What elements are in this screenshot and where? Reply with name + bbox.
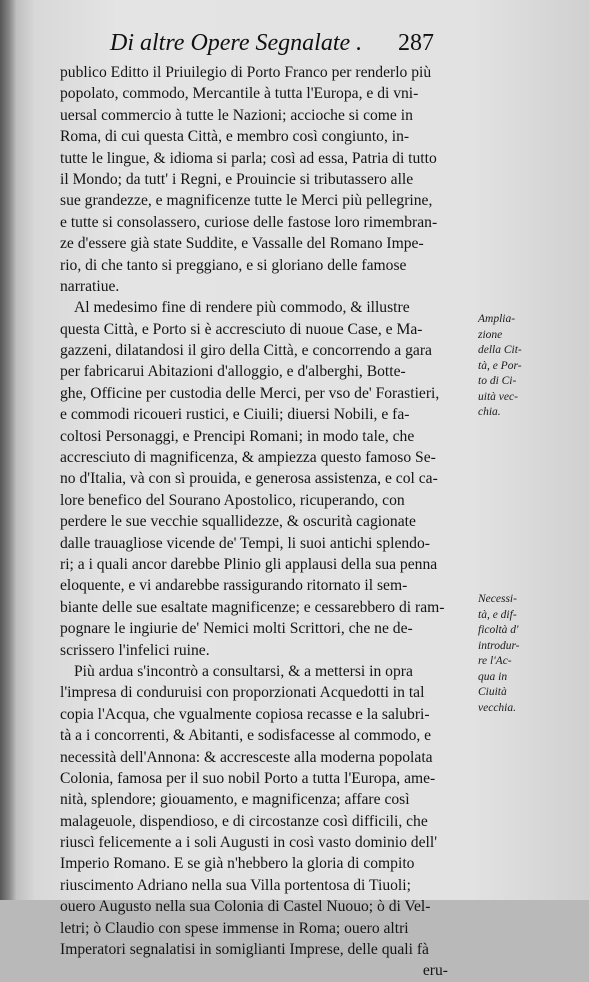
text-line: scrissero l'infelici ruine. [60,641,210,659]
margin-note-expansion [478,312,542,421]
text-line: perdere le sue vecchie squallidezze, & oscurità cagionate [60,513,416,531]
text-line: questa Città, e Porto si è accresciuto di nuoue Case, e Ma- [60,320,423,338]
margin-note-line: tà, e Por- [478,359,522,372]
margin-note-line: introdur- [478,639,520,652]
text-line: ze d'essere già state Suddite, e Vassalle del Romano Impe- [60,235,424,253]
text-line: tà a i concorrenti, & Abitanti, e sodisfacesse al commodo, e [60,727,432,745]
text-line: malageuole, dispendioso, e di circostanze così difficili, che [60,812,428,830]
margin-note-line: ficoltà d' [478,624,519,636]
text-line: no d'Italia, và con sì prouida, e generosa assistenza, e col ca- [60,470,438,488]
text-line: dalle trauagliose vicende de' Tempi, li suoi antichi splendo- [60,534,430,552]
page-number: 287 [398,30,434,56]
text-line: riuscimento Adriano nella sua Villa portentosa di Tiuoli; [60,876,411,894]
text-line: Imperio Romano. E se già n'hebbero la gloria di compito [60,855,415,873]
text-line: l'impresa di conduruisi con proporzionati Acquedotti in tal [60,684,425,702]
text-line: rio, di che tanto si preggiano, e si gloriano delle famose [60,256,407,274]
margin-note-line: zione [478,328,503,341]
text-line: popolato, commodo, Mercantile à tutta l'Europa, e di vni- [60,85,419,103]
margin-note-line: Necessi- [478,593,517,605]
text-line: uersal commercio à tutte le Nazioni; accioche si come in [60,106,413,124]
text-line: copia l'Acqua, che vgualmente copiosa recasse e la salubri- [60,705,430,723]
margin-note-line: della Cit- [478,344,522,356]
text-line: biante delle sue esaltate magnificenze; e cessarebbero di ram- [60,598,445,616]
text-line: Al medesimo fine di rendere più commodo, & illustre [74,299,410,317]
text-line: Imperatori segnalatisi in somiglianti Imprese, delle quali fà [60,941,429,959]
margin-note-line: re l'Ac- [478,655,512,667]
book-spine-shadow [0,0,16,900]
margin-note-line: Amplia- [478,313,516,325]
text-line: sue grandezze, e magnificenze tutte le Merci più pellegrine, [60,192,433,210]
margin-note-line: chia. [478,406,501,418]
catchword: eru- [422,962,448,980]
text-line: e tutte si consolassero, curiose delle fastose loro rimembran- [60,213,438,231]
text-line: necessità dell'Annona: & accresceste alla moderna popolata [60,748,433,766]
margin-note-line: to di Ci- [478,375,517,387]
text-line: pognare le ingiurie de' Nemici molti Scrittori, che ne de- [60,620,413,638]
text-line: nità, splendore; giouamento, e magnificenza; affare così [60,791,410,809]
text-line: Roma, di cui questa Città, e membro così congiunto, in- [60,128,410,146]
text-line: coltosi Personaggi, e Prencipi Romani; in modo tale, che [60,427,415,445]
text-line: lore benefico del Sourano Apostolico, ricuperando, con [60,491,405,509]
margin-note-line: Ciuità [478,686,507,698]
body-text [60,62,472,982]
text-line: Più ardua s'incontrò a consultarsi, & a mettersi in opra [74,662,413,680]
text-line: riuscì felicemente a i soli Augusti in così vasto dominio dell' [60,834,437,852]
text-line: per fabricarui Abitazioni d'alloggio, e d'alberghi, Botte- [60,363,406,381]
text-line: Colonia, famosa per il suo nobil Porto a tutta l'Europa, ame- [60,769,436,787]
text-line: ghe, Officine per custodia delle Merci, per vso de' Forastieri, [60,384,440,402]
margin-note-line: uità vec- [478,390,518,403]
margin-note-line: qua in [478,670,508,683]
text-line: il Mondo; da tutt' i Regni, e Prouincie si tributassero alle [60,170,414,188]
margin-note-line: vecchia. [478,701,516,714]
text-line: accresciuto di magnificenza, & ampiezza questo famoso Se- [60,449,436,467]
margin-note-water [478,592,542,716]
running-head [110,30,470,57]
text-line: eloquente, e vi andarebbe rassigurando ritornato il sem- [60,577,408,595]
margin-note-line: tà, e dif- [478,608,517,621]
text-line: letri; ò Claudio con spese immense in Roma; ouero altri [60,919,409,937]
text-line: e commodi ricoueri rustici, e Ciuili; diuersi Nobili, e fa- [60,406,410,424]
text-line: ouero Augusto nella sua Colonia di Castel Nuouo; ò di Vel- [60,898,431,916]
running-head-title: Di altre Opere Segnalate . [110,30,363,56]
text-line: ri; a i quali ancor darebbe Plinio gli applausi della sua penna [60,555,438,573]
text-line: tutte le lingue, & idioma si parla; così ad essa, Patria di tutto [60,149,437,167]
text-line: narratiue. [60,277,120,295]
text-line: publico Editto il Priuilegio di Porto Franco per renderlo più [60,64,432,81]
text-line: gazzeni, dilatandosi il giro della Città, e concorrendo a gara [60,342,432,360]
